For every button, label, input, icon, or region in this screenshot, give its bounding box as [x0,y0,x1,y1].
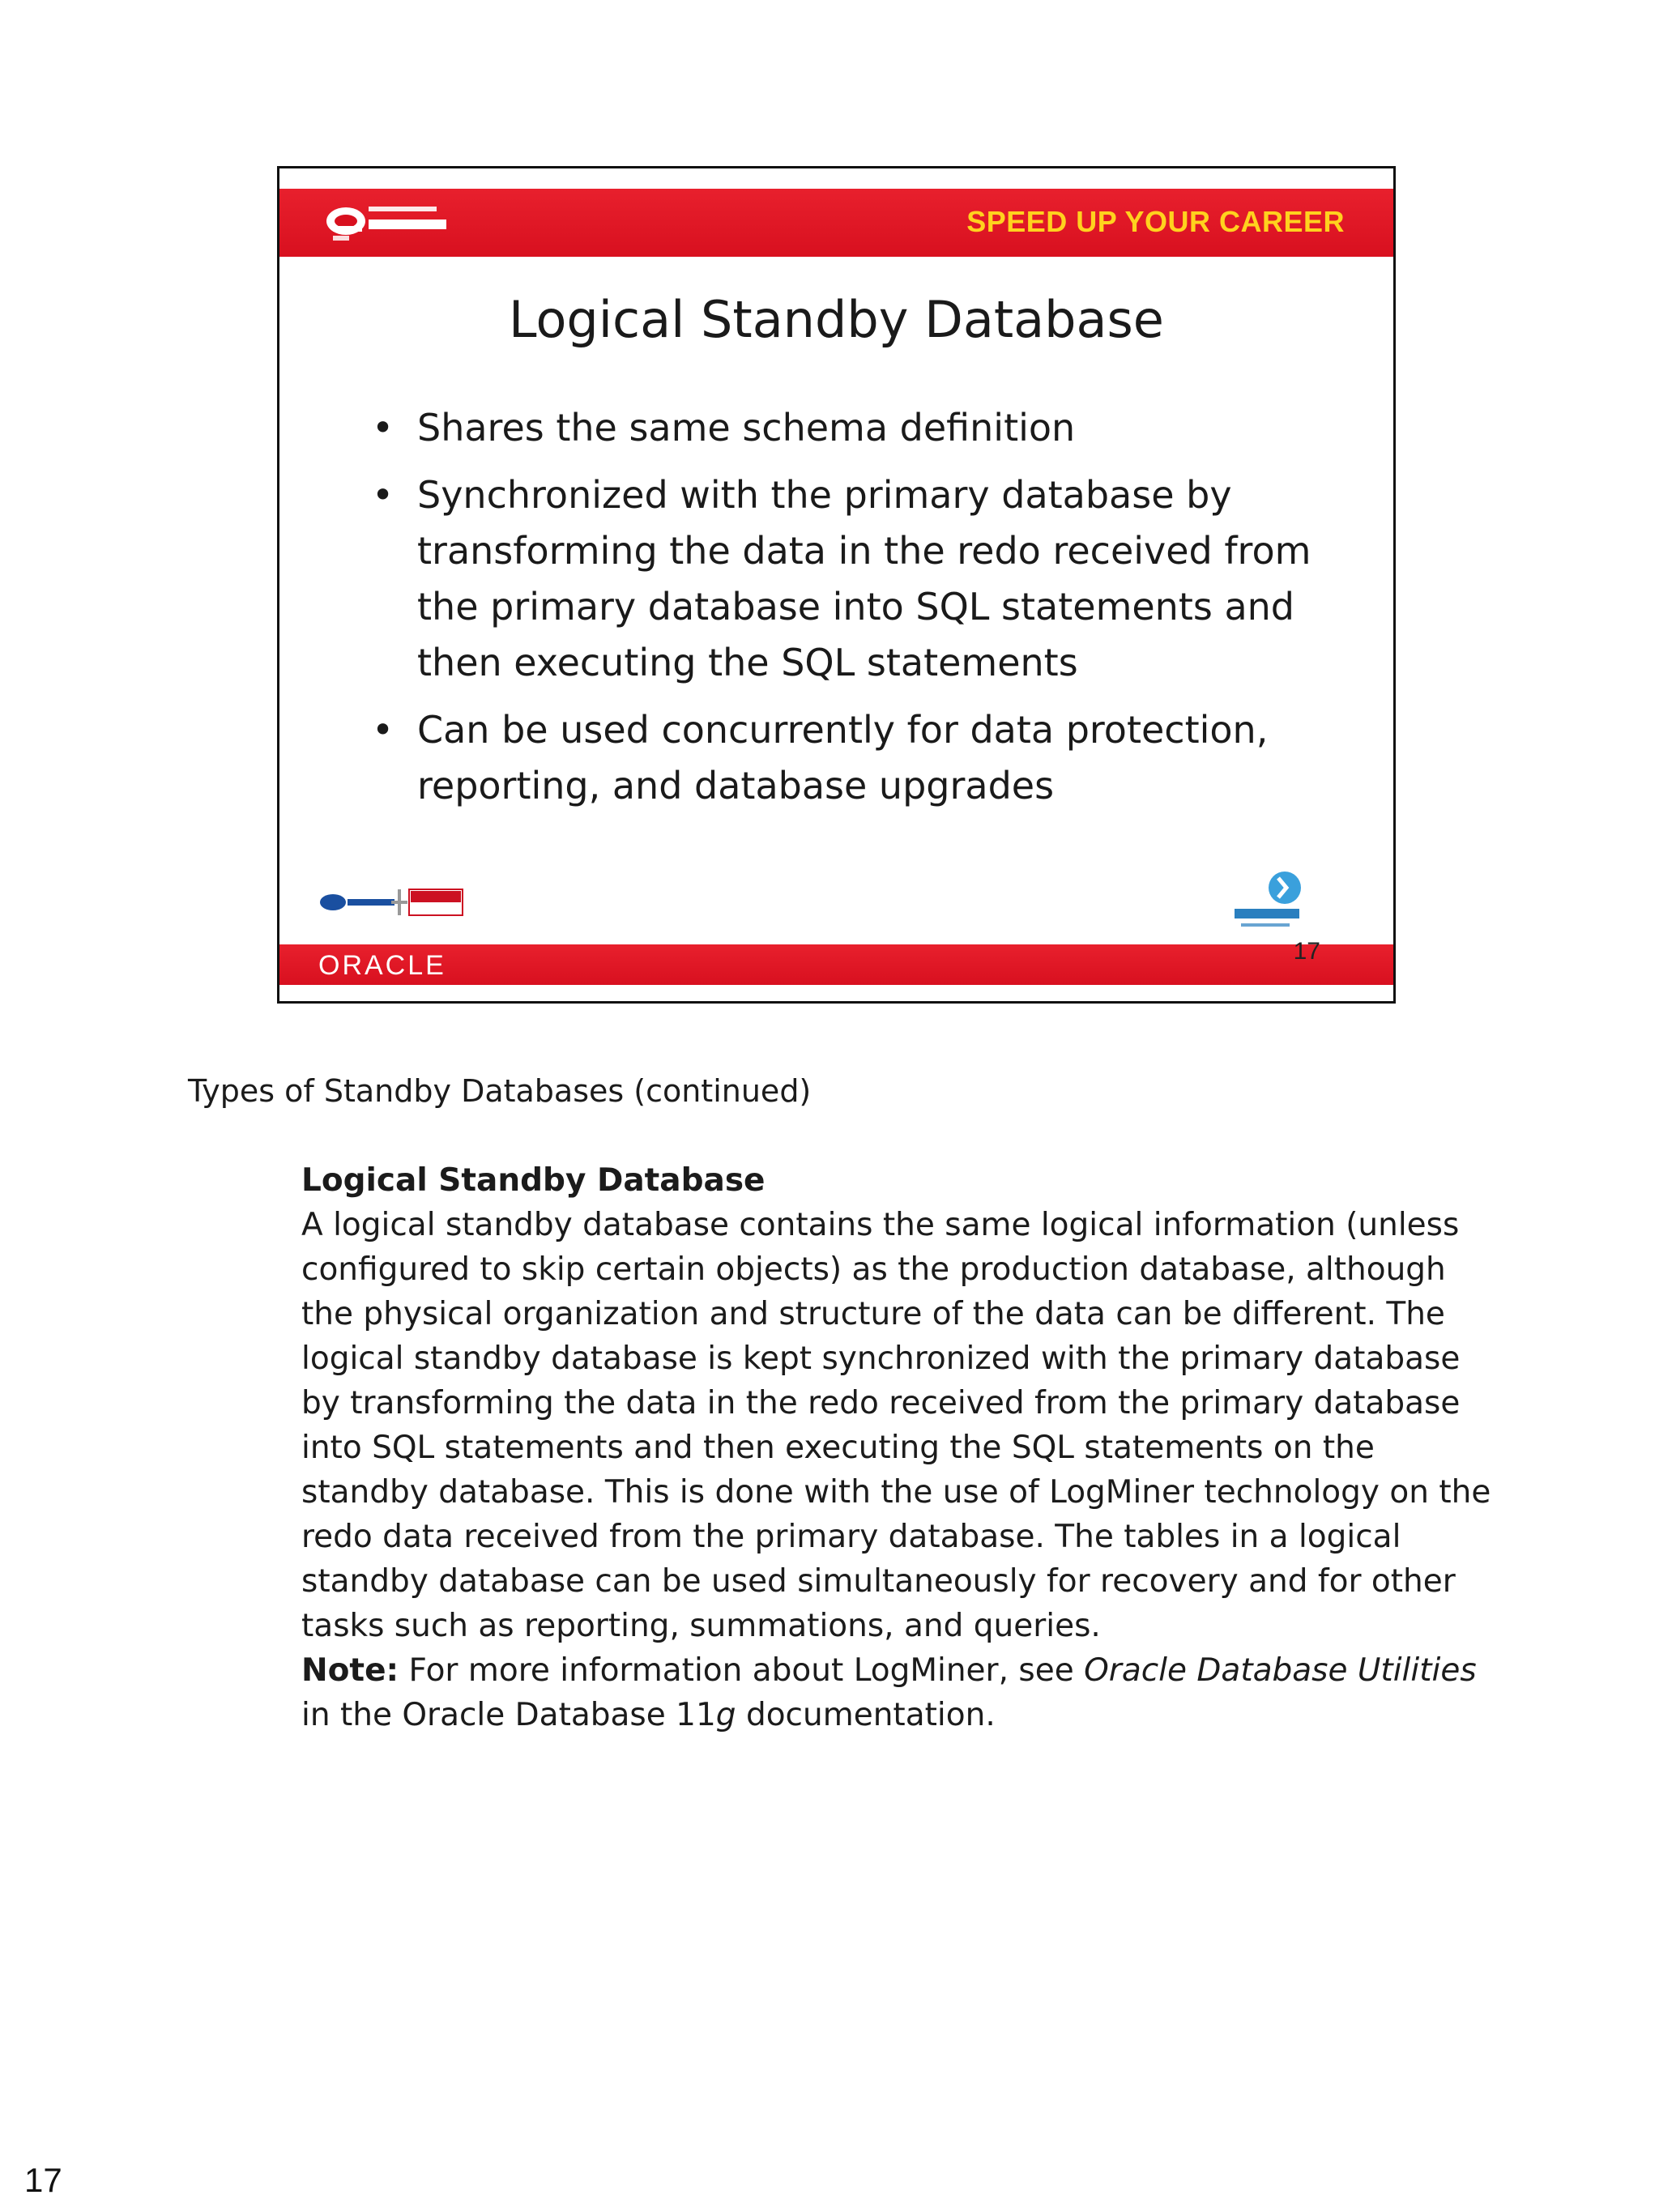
slide-number: 17 [1293,938,1320,965]
slide-bullet: • Shares the same schema definition [369,400,1341,456]
note-label: Note: [301,1652,399,1689]
notes-note [301,1648,1500,1737]
notes-paragraph: A logical standby database contains the same logical information (unless configured to skip certain objects) as the production database, although the physical organization and structure of the data can be different. The logical standby database is kept synchronized with the primary database by transforming the data in the redo received from the primary database into SQL statements and then executing the SQL statements on the standby database. This is done with the use of LogMiner technology on the redo data received from the primary database. The tables in a logical standby database can be used simultaneously for recovery and for other tasks such as reporting, summations, and queries. [301,1207,1491,1644]
slide-tagline: SPEED UP YOUR CAREER [966,205,1345,238]
note-version-suffix: g [715,1697,736,1733]
note-text: in the Oracle Database 11 [301,1697,716,1733]
note-reference-title: Oracle Database Utilities [1084,1652,1477,1689]
brillix-logo-icon [1226,867,1316,940]
notes-subheading: Logical Standby Database [301,1162,766,1199]
slide-title: Logical Standby Database [509,290,1164,349]
oracle-logo: ORACLE [318,950,446,981]
slide-header-bar [279,189,1393,257]
slide-footer-bar [279,938,1393,985]
slide-bullet: • Can be used concurrently for data protection, reporting, and database upgrades [369,702,1341,814]
page-number: 17 [24,2161,62,2199]
notes-heading: Types of Standby Databases (continued) [188,1073,812,1109]
slide-bullet: • Synchronized with the primary database by transforming the data in the redo received from the primary database into SQL statements and then executing the SQL statements [369,467,1341,691]
slide-bullet-list [369,400,1341,825]
slide [277,166,1396,1004]
notes-body [301,1158,1500,1737]
note-text: For more information about LogMiner, see [408,1652,1074,1689]
note-text: documentation. [745,1697,996,1733]
oracle-week-logo-icon [322,198,451,249]
partners-logo-icon [318,883,464,922]
